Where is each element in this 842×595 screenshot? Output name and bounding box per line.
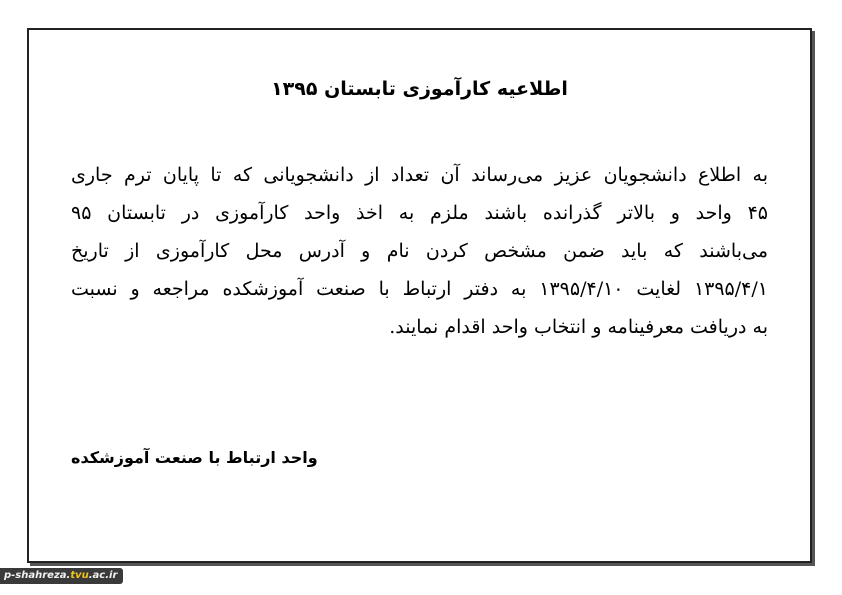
watermark-prefix: p-shahreza. bbox=[4, 570, 71, 581]
notice-frame bbox=[27, 28, 812, 563]
notice-body-line: به اطلاع دانشجویان عزیز می‌رساند آن تعداد از دانشجویانی که تا پایان ترم جاری bbox=[71, 164, 768, 186]
notice-body bbox=[71, 156, 768, 346]
notice-body-line: ۴۵ واحد و بالاتر گذرانده باشند ملزم به اخذ واحد کارآموزی در تابستان ۹۵ bbox=[71, 202, 768, 224]
site-watermark[interactable] bbox=[0, 568, 123, 584]
watermark-accent: tvu bbox=[70, 570, 89, 581]
notice-title: اطلاعیه کارآموزی تابستان ۱۳۹۵ bbox=[271, 78, 568, 100]
watermark-suffix: .ac.ir bbox=[88, 570, 118, 581]
notice-body-line: می‌باشند که باید ضمن مشخص کردن نام و آدرس محل کارآموزی از تاریخ bbox=[71, 240, 768, 262]
notice-body-line: ۱۳۹۵/۴/۱ لغایت ۱۳۹۵/۴/۱۰ به دفتر ارتباط با صنعت آموزشکده مراجعه و نسبت bbox=[71, 278, 768, 300]
notice-body-line: به دریافت معرفینامه و انتخاب واحد اقدام نمایند. bbox=[389, 316, 768, 338]
notice-signature: واحد ارتباط با صنعت آموزشکده bbox=[71, 448, 318, 467]
